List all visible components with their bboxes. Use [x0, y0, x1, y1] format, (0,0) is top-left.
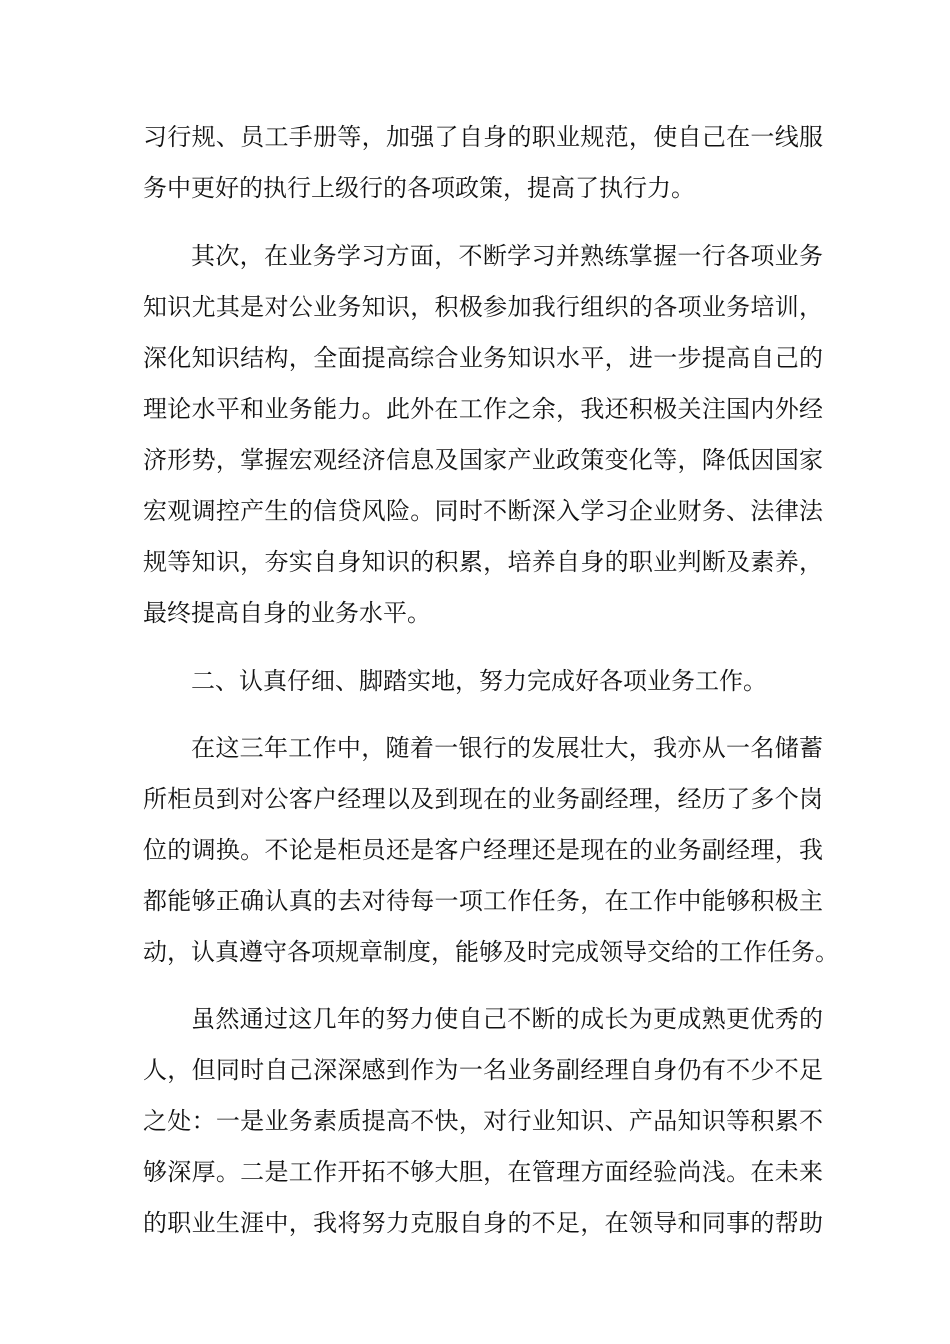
- text-line: 宏观调控产生的信贷风险。同时不断深入学习企业财务、法律法: [143, 497, 823, 525]
- text-line: 的职业生涯中，我将努力克服自身的不足，在领导和同事的帮助: [143, 1209, 823, 1237]
- text-line: 习行规、员工手册等，加强了自身的职业规范，使自己在一线服: [143, 123, 823, 151]
- text-line: 够深厚。二是工作开拓不够大胆，在管理方面经验尚浅。在未来: [143, 1158, 823, 1186]
- text-line: 济形势，掌握宏观经济信息及国家产业政策变化等，降低因国家: [143, 446, 823, 474]
- section-heading: 二、认真仔细、脚踏实地，努力完成好各项业务工作。: [191, 667, 767, 695]
- text-line: 动，认真遵守各项规章制度，能够及时完成领导交给的工作任务。: [143, 938, 839, 966]
- text-line: 其次，在业务学习方面，不断学习并熟练掌握一行各项业务: [191, 242, 823, 270]
- text-line: 深化知识结构，全面提高综合业务知识水平，进一步提高自己的: [143, 344, 823, 372]
- text-line: 最终提高自身的业务水平。: [143, 599, 431, 627]
- text-line: 理论水平和业务能力。此外在工作之余，我还积极关注国内外经: [143, 395, 823, 423]
- text-line: 所柜员到对公客户经理以及到现在的业务副经理，经历了多个岗: [143, 785, 823, 813]
- text-line: 之处：一是业务素质提高不快，对行业知识、产品知识等积累不: [143, 1107, 823, 1135]
- text-line: 人，但同时自己深深感到作为一名业务副经理自身仍有不少不足: [143, 1056, 823, 1084]
- text-line: 务中更好的执行上级行的各项政策，提高了执行力。: [143, 174, 695, 202]
- text-line: 规等知识，夯实自身知识的积累，培养自身的职业判断及素养，: [143, 548, 823, 576]
- text-line: 知识尤其是对公业务知识，积极参加我行组织的各项业务培训，: [143, 293, 823, 321]
- text-line: 虽然通过这几年的努力使自己不断的成长为更成熟更优秀的: [191, 1005, 823, 1033]
- text-line: 都能够正确认真的去对待每一项工作任务，在工作中能够积极主: [143, 887, 823, 915]
- text-line: 在这三年工作中，随着一银行的发展壮大，我亦从一名储蓄: [191, 734, 823, 762]
- text-line: 位的调换。不论是柜员还是客户经理还是现在的业务副经理，我: [143, 836, 823, 864]
